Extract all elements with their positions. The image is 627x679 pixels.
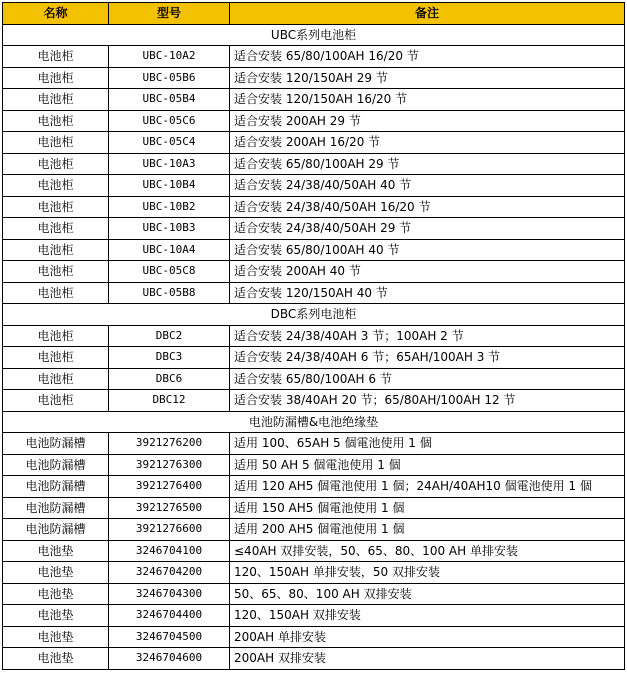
table-body: [3, 3, 625, 670]
product-name-cell: 电池防漏槽: [3, 433, 109, 455]
table-row: [3, 347, 625, 369]
note-cell: 适合安装 200AH 29 节: [230, 110, 625, 132]
table-row: [3, 46, 625, 68]
table-row: [3, 153, 625, 175]
table-row: [3, 497, 625, 519]
model-cell: DBC2: [109, 325, 230, 347]
product-name-cell: 电池柜: [3, 282, 109, 304]
model-cell: UBC-05B4: [109, 89, 230, 111]
product-name-cell: 电池柜: [3, 175, 109, 197]
table-row: [3, 132, 625, 154]
note-cell: 适合安装 120/150AH 16/20 节: [230, 89, 625, 111]
note-cell: 适合安装 24/38/40AH 3 节；100AH 2 节: [230, 325, 625, 347]
header-model: 型号: [109, 3, 230, 25]
product-name-cell: 电池柜: [3, 390, 109, 412]
table-row: [3, 519, 625, 541]
model-cell: 3246704500: [109, 626, 230, 648]
model-cell: UBC-10A4: [109, 239, 230, 261]
model-cell: 3246704200: [109, 562, 230, 584]
table-row: [3, 196, 625, 218]
product-name-cell: 电池柜: [3, 196, 109, 218]
note-cell: 适用 150 AH5 個電池使用 1 個: [230, 497, 625, 519]
product-name-cell: 电池柜: [3, 89, 109, 111]
model-cell: UBC-05C8: [109, 261, 230, 283]
table-row: [3, 282, 625, 304]
table-row: [3, 454, 625, 476]
note-cell: 120、150AH 双排安装: [230, 605, 625, 627]
note-cell: 适合安装 200AH 16/20 节: [230, 132, 625, 154]
section-title: 电池防漏槽&电池绝缘垫: [3, 411, 625, 433]
note-cell: 200AH 双排安装: [230, 648, 625, 670]
table-row: [3, 605, 625, 627]
table-row: [3, 239, 625, 261]
header-name: 名称: [3, 3, 109, 25]
table-row: [3, 626, 625, 648]
model-cell: 3921276200: [109, 433, 230, 455]
note-cell: 适合安装 65/80/100AH 29 节: [230, 153, 625, 175]
note-cell: 适合安装 65/80/100AH 16/20 节: [230, 46, 625, 68]
note-cell: 适用 120 AH5 個電池使用 1 個；24AH/40AH10 個電池使用 1 個: [230, 476, 625, 498]
model-cell: DBC6: [109, 368, 230, 390]
header-row: [3, 3, 625, 25]
note-cell: 适合安装 65/80/100AH 40 节: [230, 239, 625, 261]
note-cell: 适合安装 24/38/40/50AH 40 节: [230, 175, 625, 197]
table-row: [3, 648, 625, 670]
note-cell: 适合安装 24/38/40/50AH 29 节: [230, 218, 625, 240]
table-row: [3, 110, 625, 132]
model-cell: UBC-05B6: [109, 67, 230, 89]
note-cell: 适合安装 24/38/40AH 6 节；65AH/100AH 3 节: [230, 347, 625, 369]
model-cell: UBC-10B4: [109, 175, 230, 197]
note-cell: 适合安装 65/80/100AH 6 节: [230, 368, 625, 390]
note-cell: 适合安装 38/40AH 20 节；65/80AH/100AH 12 节: [230, 390, 625, 412]
table-row: [3, 261, 625, 283]
model-cell: 3246704300: [109, 583, 230, 605]
model-cell: 3921276300: [109, 454, 230, 476]
section-title-row: [3, 411, 625, 433]
product-name-cell: 电池柜: [3, 325, 109, 347]
note-cell: 适合安装 200AH 40 节: [230, 261, 625, 283]
model-cell: DBC3: [109, 347, 230, 369]
model-cell: UBC-05C4: [109, 132, 230, 154]
product-name-cell: 电池柜: [3, 261, 109, 283]
model-cell: 3246704100: [109, 540, 230, 562]
note-cell: 200AH 单排安装: [230, 626, 625, 648]
model-cell: 3246704400: [109, 605, 230, 627]
product-name-cell: 电池垫: [3, 648, 109, 670]
product-name-cell: 电池防漏槽: [3, 476, 109, 498]
product-name-cell: 电池垫: [3, 583, 109, 605]
model-cell: 3921276500: [109, 497, 230, 519]
model-cell: DBC12: [109, 390, 230, 412]
model-cell: 3246704600: [109, 648, 230, 670]
header-note: 备注: [230, 3, 625, 25]
section-title-row: [3, 304, 625, 326]
product-name-cell: 电池垫: [3, 626, 109, 648]
note-cell: 适用 200 AH5 個電池使用 1 個: [230, 519, 625, 541]
note-cell: ≤40AH 双排安装，50、65、80、100 AH 单排安装: [230, 540, 625, 562]
product-name-cell: 电池柜: [3, 110, 109, 132]
table-row: [3, 476, 625, 498]
product-name-cell: 电池垫: [3, 605, 109, 627]
table-row: [3, 325, 625, 347]
note-cell: 适合安装 120/150AH 29 节: [230, 67, 625, 89]
section-title: DBC系列电池柜: [3, 304, 625, 326]
note-cell: 120、150AH 单排安装，50 双排安装: [230, 562, 625, 584]
battery-cabinet-spec-table: [2, 2, 625, 670]
product-name-cell: 电池柜: [3, 368, 109, 390]
product-name-cell: 电池柜: [3, 153, 109, 175]
note-cell: 适合安装 120/150AH 40 节: [230, 282, 625, 304]
table-row: [3, 562, 625, 584]
product-name-cell: 电池柜: [3, 67, 109, 89]
table-row: [3, 175, 625, 197]
model-cell: 3921276400: [109, 476, 230, 498]
product-name-cell: 电池防漏槽: [3, 497, 109, 519]
section-title: UBC系列电池柜: [3, 24, 625, 46]
table-row: [3, 390, 625, 412]
table-row: [3, 583, 625, 605]
model-cell: UBC-05B8: [109, 282, 230, 304]
section-title-row: [3, 24, 625, 46]
product-name-cell: 电池防漏槽: [3, 454, 109, 476]
model-cell: 3921276600: [109, 519, 230, 541]
note-cell: 适用 100、65AH 5 個電池使用 1 個: [230, 433, 625, 455]
product-name-cell: 电池垫: [3, 540, 109, 562]
model-cell: UBC-10A3: [109, 153, 230, 175]
model-cell: UBC-10B3: [109, 218, 230, 240]
product-name-cell: 电池柜: [3, 239, 109, 261]
table-row: [3, 433, 625, 455]
table-row: [3, 218, 625, 240]
product-name-cell: 电池柜: [3, 347, 109, 369]
model-cell: UBC-10A2: [109, 46, 230, 68]
product-name-cell: 电池柜: [3, 218, 109, 240]
product-name-cell: 电池垫: [3, 562, 109, 584]
product-name-cell: 电池防漏槽: [3, 519, 109, 541]
note-cell: 适用 50 AH 5 個電池使用 1 個: [230, 454, 625, 476]
table-row: [3, 540, 625, 562]
note-cell: 50、65、80、100 AH 双排安装: [230, 583, 625, 605]
product-name-cell: 电池柜: [3, 132, 109, 154]
product-name-cell: 电池柜: [3, 46, 109, 68]
note-cell: 适合安装 24/38/40/50AH 16/20 节: [230, 196, 625, 218]
model-cell: UBC-10B2: [109, 196, 230, 218]
table-row: [3, 67, 625, 89]
model-cell: UBC-05C6: [109, 110, 230, 132]
table-row: [3, 89, 625, 111]
table-row: [3, 368, 625, 390]
